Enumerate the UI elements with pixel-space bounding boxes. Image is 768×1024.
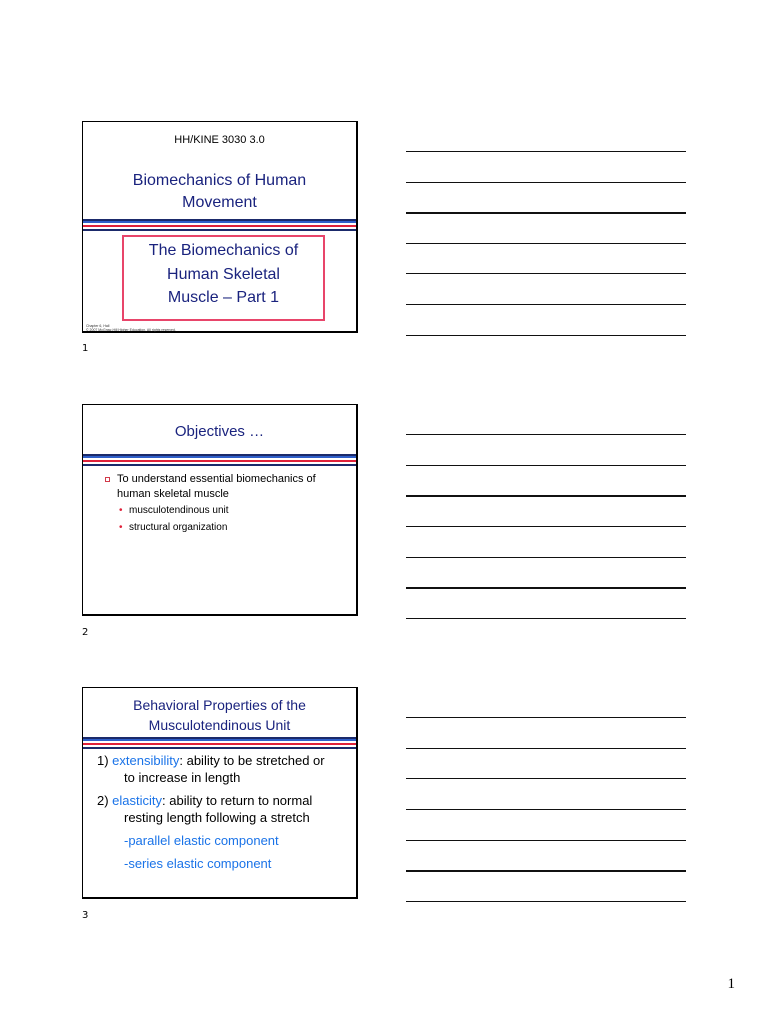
title-line-1: Biomechanics of Human — [132, 172, 307, 189]
slide-2 — [82, 404, 358, 616]
slide-3 — [82, 687, 358, 899]
slide-1 — [82, 121, 358, 333]
subtitle-box — [122, 235, 325, 321]
definition-cont: to increase in length — [124, 770, 241, 785]
definition: : ability to be stretched or — [179, 753, 325, 768]
title-line-2: Movement — [182, 194, 257, 211]
sub-item-text: structural organization — [129, 522, 228, 533]
property-extensibility — [97, 752, 348, 786]
slide-number-2: 2 — [82, 627, 89, 638]
definition-cont: resting length following a stretch — [124, 810, 310, 825]
term-extensibility: extensibility — [112, 753, 180, 768]
copyright-credit — [86, 324, 176, 332]
slide-number-3: 3 — [82, 910, 89, 921]
property-elasticity — [97, 792, 348, 826]
slide-2-body — [105, 472, 344, 536]
bullet-item — [105, 472, 344, 502]
dot-bullet-icon: • — [119, 505, 123, 516]
series-elastic-component: -series elastic component — [124, 856, 272, 871]
dot-bullet-icon: • — [119, 522, 123, 533]
sub-item — [105, 520, 344, 536]
stripe-divider — [83, 737, 356, 751]
slide-1-title — [93, 170, 346, 214]
sub-item-text: musculotendinous unit — [129, 505, 229, 516]
stripe-divider — [83, 219, 356, 233]
item-number: 1) — [97, 753, 113, 768]
credit-line-1: Chapter 6, Hall — [86, 324, 110, 328]
parallel-elastic-component: -parallel elastic component — [124, 833, 279, 848]
subtitle-line-3: Muscle – Part 1 — [167, 289, 280, 306]
stripe-divider — [83, 454, 356, 468]
slide-2-title: Objectives … — [174, 423, 265, 440]
sub-item — [105, 503, 344, 519]
square-bullet-icon — [105, 477, 110, 482]
credit-line-2: © 2007 McGraw-Hill Higher Education. All rights reserved. — [86, 328, 176, 332]
slide-3-body — [97, 752, 348, 872]
subtitle-line-2: Human Skeletal — [167, 265, 280, 283]
definition: : ability to return to normal — [162, 793, 313, 808]
subtitle-line-1: The Biomechanics of — [148, 242, 299, 259]
slide-number-1: 1 — [82, 343, 89, 354]
item-number: 2) — [97, 793, 113, 808]
title-line-1: Behavioral Properties of the — [133, 697, 306, 713]
bullet-text: To understand essential biomechanics of human skeletal muscle — [117, 473, 316, 500]
title-line-2: Musculotendinous Unit — [148, 717, 291, 733]
term-elasticity: elasticity — [112, 793, 163, 808]
slide-3-title — [83, 695, 356, 735]
page-number: 1 — [727, 976, 735, 992]
course-code: HH/KINE 3030 3.0 — [174, 134, 265, 146]
